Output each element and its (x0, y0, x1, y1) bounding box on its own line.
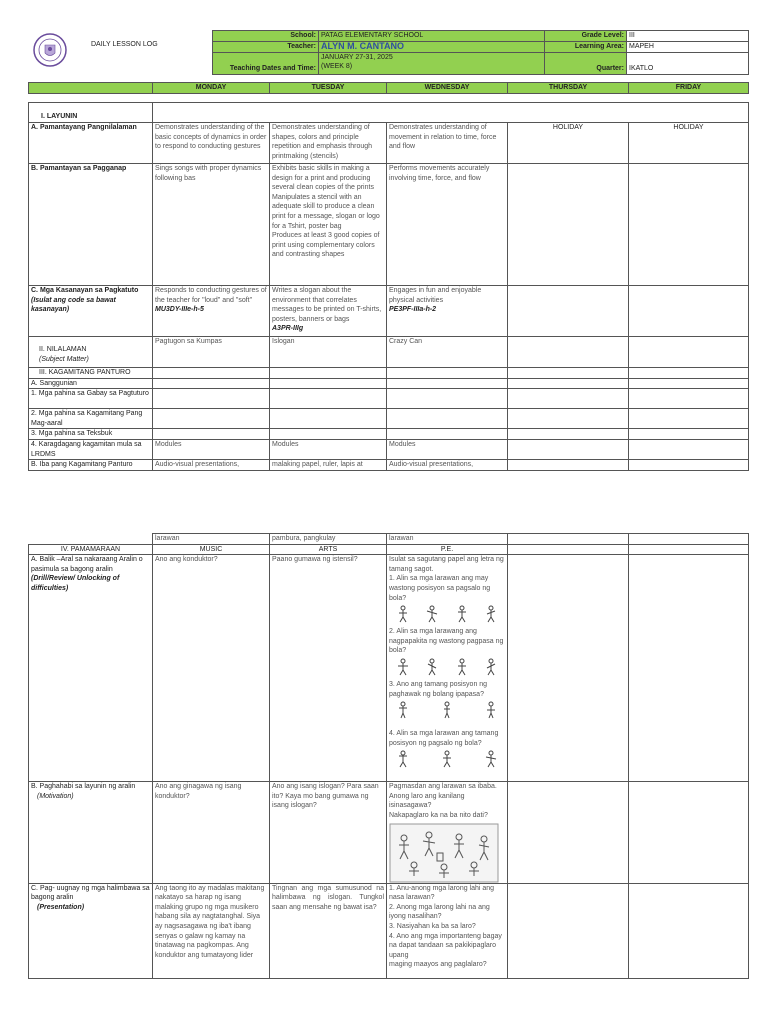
sang-blank-2 (270, 378, 387, 389)
days-blank (29, 83, 153, 94)
cell-a2-wednesday (387, 555, 508, 782)
row-label-pamantayang-pangnilalaman: A. Pamantayang Pangnilalaman (29, 123, 153, 164)
cell-cont-monday: larawan (153, 534, 270, 545)
stick-figure-icon (483, 750, 499, 768)
teacher-value: ALYN M. CANTANO (319, 41, 545, 52)
row-label-pamantayan-sa-pagganap: B. Pamantayan sa Pagganap (29, 164, 153, 286)
ball-catching-figures-2 (389, 748, 505, 772)
bk-blank-5 (629, 460, 749, 471)
row-label-kagamitang-pang-mag-aaral: 2. Mga pahina sa Kagamitang Pang Mag-aaral (29, 409, 153, 429)
subj-blank-5 (629, 544, 749, 555)
cell-b-wednesday: Performs movements accurately involving time, force, and flow (387, 164, 508, 286)
r1-blank-5 (629, 389, 749, 409)
row-label-iba-pang-kagamitan: B. Iba pang Kagamitang Panturo (29, 460, 153, 471)
b2-blank-4 (508, 782, 629, 883)
quarter-value: IKATLO (627, 52, 749, 74)
area-label: Learning Area: (545, 41, 627, 52)
cell-b-monday: Sings songs with proper dynamics following bas (153, 164, 270, 286)
balik-aral-label: A. Balik –Aral sa nakaraang Aralin o pasimula sa bagong aralin (31, 556, 143, 573)
stick-figure-icon (395, 605, 411, 623)
ball-holding-figures (389, 699, 505, 729)
c2-blank-4 (508, 883, 629, 978)
paghahabi-sublabel: (Motivation) (37, 792, 74, 800)
header-info-table (212, 30, 749, 75)
row-label-lrdms: 4. Karagdagang kagamitan mula sa LRDMS (29, 439, 153, 459)
grade-value: III (627, 31, 749, 42)
sang-blank-1 (153, 378, 270, 389)
subj-blank-4 (508, 544, 629, 555)
cont-blank-5 (629, 534, 749, 545)
c-tuesday-text: Writes a slogan about the environment that correlates messages to be printed on T-shirts, posters, banners or bags (272, 287, 382, 323)
kasanayan-sublabel: (Isulat ang code sa bawat kasanayan) (31, 296, 116, 314)
balik-aral-sublabel: (Drill/Review/ Unlocking of difficulties) (31, 575, 120, 592)
r4-blank-5 (629, 439, 749, 459)
cell-b-tuesday: Exhibits basic skills in making a design for a print and producing several clean copies of the prints Manipulates a stencil with an adequate skill to produce a clean print for a message, slogan or logo for a Tshirt, poster bag Produces at least 3 good copies of print using complementary colors and contrasting shapes (270, 164, 387, 286)
c-monday-text: Responds to conducting gestures of the teacher for "loud" and "soft" (155, 287, 267, 304)
r2-blank-3 (387, 409, 508, 429)
cell-bk-wednesday: Audio-visual presentations, (387, 460, 508, 471)
cell-b2-tuesday: Ano ang isang islogan? Para saan ito? Kaya mo bang gumawa ng isang islogan? (270, 782, 387, 883)
day-friday: FRIDAY (629, 83, 749, 94)
r3-blank-5 (629, 429, 749, 440)
a2-wed-intro: Isulat sa sagutang papel ang letra ng tamang sagot. (389, 556, 504, 573)
dates-label: Teaching Dates and Time: (213, 52, 319, 74)
r1-blank-3 (387, 389, 508, 409)
bk-blank-4 (508, 460, 629, 471)
c2-blank-5 (629, 883, 749, 978)
cell-c2-monday: Ang taong ito ay madalas makitang nakatayo sa harap ng isang malaking grupo ng mga musikero habang sila ay nagtatanghal. Siya ay nagsasagawa ng iba't ibang senyas o galaw ng kamay na tinatawag na pagkompas. Ang konduktor ang tumatayong lider (153, 883, 270, 978)
deped-seal-logo (33, 33, 67, 67)
pag-uugnay-sublabel: (Presentation) (37, 903, 85, 911)
cell-c2-wednesday: 1. Anu-anong mga larong lahi ang nasa larawan? 2. Anong mga larong lahi na ang iyong nasalihan? 3. Nasiyahan ka ba sa laro? 4. Ano ang mga importanteng bagay na dapat tandaan sa pakikipaglaro upang maging maayos ang paglalaro? (387, 883, 508, 978)
a2-wed-q4: 4. Alin sa mga larawan ang tamang posisyon ng pagsalo ng bola? (389, 730, 499, 747)
school-value: PATAG ELEMENTARY SCHOOL (319, 31, 545, 42)
cell-a-wednesday: Demonstrates understanding of movement in relation to time, force and flow (387, 123, 508, 164)
layunin-heading: I. LAYUNIN (29, 103, 153, 123)
cell-nil-friday (629, 337, 749, 368)
r4-blank-4 (508, 439, 629, 459)
c-monday-code: MU3DY-IIIe-h-5 (155, 306, 204, 314)
kag-blank-1 (153, 368, 270, 379)
cell-cont-wednesday: larawan (387, 534, 508, 545)
cell-a-monday: Demonstrates understanding of the basic concepts of dynamics in order to respond to conducting gestures (153, 123, 270, 164)
kasanayan-label: C. Mga Kasanayan sa Pagkatuto (31, 287, 139, 294)
cont-blank-label (29, 534, 153, 545)
r2-blank-4 (508, 409, 629, 429)
stick-figure-icon (395, 750, 411, 768)
cell-b2-wednesday (387, 782, 508, 883)
cell-a2-tuesday: Paano gumawa ng istensil? (270, 555, 387, 782)
paghahabi-label: B. Paghahabi sa layunin ng aralin (31, 783, 136, 791)
c-tuesday-code: A3PR-IIIg (272, 325, 304, 333)
a2-blank-4 (508, 555, 629, 782)
row-label-gabay-sa-pagtuturo: 1. Mga pahina sa Gabay sa Pagtuturo (29, 389, 153, 409)
subject-pe: P.E. (387, 544, 508, 555)
day-wednesday: WEDNESDAY (387, 83, 508, 94)
c-wednesday-text: Engages in fun and enjoyable physical activities (389, 287, 482, 304)
cell-a-tuesday: Demonstrates understanding of shapes, colors and principle repetition and emphasis through printmaking (stencils) (270, 123, 387, 164)
row-label-kagamitang-panturo: III. KAGAMITANG PANTURO (29, 368, 153, 379)
dates-line1: JANUARY 27-31, 2025 (321, 53, 393, 61)
cont-blank-4 (508, 534, 629, 545)
day-thursday: THURSDAY (508, 83, 629, 94)
cell-c-wednesday (387, 286, 508, 337)
row-label-pag-uugnay (29, 883, 153, 978)
lesson-table-page2 (28, 533, 749, 979)
stick-figure-icon (395, 701, 411, 719)
row-label-kasanayan (29, 286, 153, 337)
r3-blank-1 (153, 429, 270, 440)
dates-line2: (WEEK 8) (321, 63, 353, 71)
b2-wed-text: Pagmasdan ang larawan sa ibaba. Anong laro ang kanilang isinasagawa? Nakapaglaro ka na ba nito dati? (389, 783, 497, 819)
r1-blank-2 (270, 389, 387, 409)
r2-blank-5 (629, 409, 749, 429)
ball-catching-figures-1 (389, 603, 505, 627)
stick-figure-icon (454, 658, 470, 676)
cell-b2-monday: Ano ang ginagawa ng isang konduktor? (153, 782, 270, 883)
cell-nil-tuesday: Islogan (270, 337, 387, 368)
kag-blank-3 (387, 368, 508, 379)
quarter-label: Quarter: (545, 52, 627, 74)
b2-blank-5 (629, 782, 749, 883)
days-header (28, 82, 749, 94)
cell-c-friday (629, 286, 749, 337)
a2-wed-q1: 1. Alin sa mga larawan ang may wastong posisyon sa pagsalo ng bola? (389, 575, 491, 602)
cell-c2-tuesday: Tingnan ang mga sumusunod na halimbawa ng islogan. Tungkol saan ang mensahe ng bawat isa? (270, 883, 387, 978)
school-label: School: (213, 31, 319, 42)
cell-nil-wednesday: Crazy Can (387, 337, 508, 368)
row-label-nilalaman (29, 337, 153, 368)
stick-figure-icon (424, 658, 440, 676)
stick-figure-icon (439, 750, 455, 768)
sang-blank-4 (508, 378, 629, 389)
c-wednesday-code: PE3PF-IIIa-h-2 (389, 306, 437, 314)
children-playing-illustration (389, 823, 499, 883)
cell-nil-monday: Pagtugon sa Kumpas (153, 337, 270, 368)
cell-bk-monday: Audio-visual presentations, (153, 460, 270, 471)
document-title: DAILY LESSON LOG (91, 41, 158, 48)
cell-b-thursday (508, 164, 629, 286)
stick-figure-icon (483, 658, 499, 676)
cell-nil-thursday (508, 337, 629, 368)
stick-figure-icon (395, 658, 411, 676)
cell-c-monday (153, 286, 270, 337)
nilalaman-label: II. NILALAMAN (39, 346, 87, 353)
row-label-teksbuk: 3. Mga pahina sa Teksbuk (29, 429, 153, 440)
stick-figure-icon (424, 605, 440, 623)
cell-cont-tuesday: pambura, pangkulay (270, 534, 387, 545)
lesson-table-page1 (28, 102, 749, 471)
kag-blank-2 (270, 368, 387, 379)
sang-blank-5 (629, 378, 749, 389)
cell-a2-monday: Ano ang konduktor? (153, 555, 270, 782)
r3-blank-4 (508, 429, 629, 440)
subject-music: MUSIC (153, 544, 270, 555)
teacher-label: Teacher: (213, 41, 319, 52)
stick-figure-icon (483, 605, 499, 623)
nilalaman-sublabel: (Subject Matter) (39, 355, 89, 363)
stick-figure-icon (439, 701, 455, 719)
layunin-blank (153, 103, 749, 123)
pag-uugnay-label: C. Pag- uugnay ng mga halimbawa sa bagong aralin (31, 884, 150, 902)
a2-wed-q3: 3. Ano ang tamang posisyon ng paghawak ng bolang ipapasa? (389, 680, 488, 698)
day-monday: MONDAY (153, 83, 270, 94)
r3-blank-3 (387, 429, 508, 440)
pamamaraan-heading: IV. PAMAMARAAN (29, 544, 153, 555)
stick-figure-icon (454, 605, 470, 623)
row-label-balik-aral (29, 555, 153, 782)
subject-arts: ARTS (270, 544, 387, 555)
cell-r4-tuesday: Modules (270, 439, 387, 459)
r2-blank-2 (270, 409, 387, 429)
r3-blank-2 (270, 429, 387, 440)
a2-wed-q2: 2. Alin sa mga larawang ang nagpapakita ng wastong pagpasa ng bola? (389, 628, 504, 655)
r2-blank-1 (153, 409, 270, 429)
r1-blank-4 (508, 389, 629, 409)
cell-r4-monday: Modules (153, 439, 270, 459)
cell-r4-wednesday: Modules (387, 439, 508, 459)
a2-blank-5 (629, 555, 749, 782)
r1-blank-1 (153, 389, 270, 409)
cell-c-thursday (508, 286, 629, 337)
kag-blank-5 (629, 368, 749, 379)
grade-label: Grade Level: (545, 31, 627, 42)
dates-value (319, 52, 545, 74)
cell-a-friday: HOLIDAY (629, 123, 749, 164)
cell-bk-tuesday: malaking papel, ruler, lapis at (270, 460, 387, 471)
cell-c-tuesday (270, 286, 387, 337)
row-label-sanggunian: A. Sanggunian (29, 378, 153, 389)
kag-blank-4 (508, 368, 629, 379)
day-tuesday: TUESDAY (270, 83, 387, 94)
ball-passing-figures (389, 656, 505, 680)
stick-figure-icon (483, 701, 499, 719)
cell-b-friday (629, 164, 749, 286)
sang-blank-3 (387, 378, 508, 389)
row-label-paghahabi (29, 782, 153, 883)
cell-a-thursday: HOLIDAY (508, 123, 629, 164)
area-value: MAPEH (627, 41, 749, 52)
